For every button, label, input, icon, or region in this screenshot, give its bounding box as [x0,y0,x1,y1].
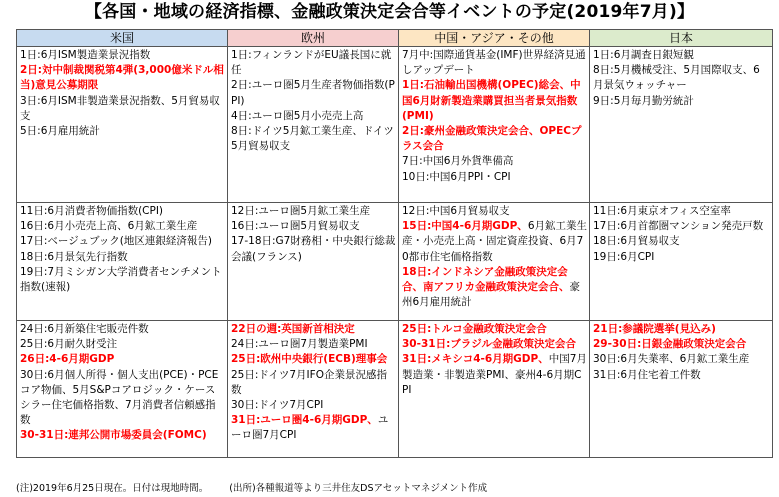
cell-europe-early-july [228,47,399,203]
event-item [231,337,396,352]
event-text-highlighted: 22日の週:英国新首相決定 [231,323,355,335]
event-text: 1日:フィンランドがEU議長国に就任 [231,49,392,77]
event-item [402,124,587,154]
event-text: 8日:ドイツ5月鉱工業生産、ドイツ5月貿易収支 [231,125,394,153]
event-item [231,78,396,108]
event-item [20,63,225,93]
event-text: 豪州6月雇用統計 [402,281,580,309]
table-row [17,321,773,458]
event-item [593,63,770,93]
cell-japan-early-july [590,47,773,203]
event-item [402,219,587,265]
cell-us-late-july [17,321,228,458]
event-text-highlighted: 25日:欧州中央銀行(ECB)理事会 [231,353,388,366]
event-text: 7日:中国6月外貨準備高 [402,155,514,168]
event-item [402,48,587,78]
event-text: 16日:ユーロ圏5月貿易収支 [231,220,360,233]
event-text: 30日:6月失業率、6月鉱工業生産 [593,353,750,366]
event-item [20,124,225,139]
event-text: ユーロ圏7月CPI [231,414,389,442]
event-item [20,337,225,352]
event-item [402,337,587,352]
event-text: 4日:ユーロ圏5月小売売上高 [231,109,364,122]
cell-us-early-july [17,47,228,203]
cell-japan-late-july [590,321,773,458]
column-header-china-asia-other: 中国・アジア・その他 [399,30,590,47]
event-item [20,322,225,337]
event-text-highlighted: 15日:中国4-6月期GDP、 [402,220,528,233]
event-text: 7月中:国際通貨基金(IMF)世界経済見通しアップデート [402,49,586,77]
table-row [17,47,773,203]
event-text-highlighted: 31日:ユーロ圏4-6月期GDP、 [231,414,378,427]
event-text: 31日:6月住宅着工件数 [593,368,701,381]
event-item [20,94,225,124]
event-text: 12日:ユーロ圏5月鉱工業生産 [231,205,371,217]
event-text-highlighted: 29-30日:日銀金融政策決定会合 [593,338,747,351]
event-item [231,124,396,154]
event-item [593,322,770,337]
event-text: 中国7月製造業・非製造業PMI、豪州4-6月期CPI [402,353,587,396]
cell-europe-mid-july [228,203,399,321]
event-text: 18日:6月貿易収支 [593,235,680,248]
page-title: 【各国・地域の経済指標、金融政策決定会合等イベントの予定(2019年7月)】 [84,2,695,22]
table-row [17,203,773,321]
event-text: 17日:6月首都圏マンション発売戸数 [593,220,764,233]
event-item [593,234,770,249]
event-text: 11日:6月東京オフィス空室率 [593,205,731,217]
event-item [402,265,587,311]
event-text-highlighted: 18日:インドネシア金融政策決定会合、南アフリカ金融政策決定会合、 [402,265,570,294]
event-item [593,48,770,63]
event-text: 5日:6月雇用統計 [20,125,100,138]
event-text: 25日:6月耐久財受注 [20,338,118,351]
event-item [231,234,396,264]
event-item [20,428,225,443]
event-text: 17-18日:G7財務相・中央銀行総裁会議(フランス) [231,235,396,263]
event-text: 24日:6月新築住宅販売件数 [20,323,149,335]
event-text: 30日:6月個人所得・個人支出(PCE)・PCEコア物価、5月S&Pコアロジック・ケースシラー住宅価格指数、7月消費者信頼感指数 [20,368,219,427]
event-text: 3日:6月ISM非製造業景況指数、5月貿易収支 [20,94,220,122]
event-calendar-table [16,29,773,458]
event-item [593,368,770,383]
event-item [20,48,225,63]
event-item [231,368,396,398]
event-item [593,352,770,367]
event-item [231,322,396,337]
event-text: 1日:6月ISM製造業景況指数 [20,49,151,61]
column-header-us: 米国 [17,30,228,47]
event-text-highlighted: 1日:石油輸出国機構(OPEC)総会、中国6月財新製造業購買担当者景気指数(PMI) [402,79,581,122]
event-item [231,413,396,443]
event-item [593,94,770,109]
cell-us-mid-july [17,203,228,321]
event-text: 19日:6月CPI [593,250,655,263]
event-text: 2日:ユーロ圏5月生産者物価指数(PPI) [231,79,395,107]
cell-europe-late-july [228,321,399,458]
event-text: 10日:中国6月PPI・CPI [402,170,511,183]
event-item [20,265,225,295]
event-text: 17日:ベージュブック(地区連銀経済報告) [20,235,212,248]
event-text: 18日:6月景気先行指数 [20,250,128,263]
event-item [20,234,225,249]
event-text: 11日:6月消費者物価指数(CPI) [20,205,164,217]
event-item [20,368,225,429]
event-text: 6月鉱工業生産・小売売上高・固定資産投資、6月70都市住宅価格指数 [402,220,587,263]
event-text: 12日:中国6月貿易収支 [402,205,510,217]
event-item [20,352,225,367]
cell-asia-late-july [399,321,590,458]
event-text-highlighted: 30-31日:ブラジル金融政策決定会合 [402,338,577,351]
event-item [231,352,396,367]
footnote-note: (注)2019年6月25日現在。日付は現地時間。 [16,483,209,494]
event-text: 9日:5月毎月勤労統計 [593,94,694,107]
event-item [402,352,587,398]
event-text-highlighted: 26日:4-6月期GDP [20,353,115,366]
event-item [402,170,587,185]
cell-asia-early-july [399,47,590,203]
event-item [402,154,587,169]
event-text: 19日:7月ミシガン大学消費者センチメント指数(速報) [20,265,222,294]
event-text-highlighted: 2日:豪州金融政策決定会合、OPECプラス会合 [402,125,582,153]
event-item [231,204,396,219]
event-item [402,78,587,124]
event-item [20,219,225,234]
footnote-source: (出所)各種報道等より三井住友DSアセットマネジメント作成 [229,483,488,494]
event-text-highlighted: 2日:対中制裁関税第4弾(3,000億米ドル相当)意見公募期限 [20,64,224,92]
column-header-japan: 日本 [590,30,773,47]
event-item [402,322,587,337]
event-item [593,250,770,265]
event-item [593,219,770,234]
event-item [231,109,396,124]
event-item [20,204,225,219]
event-item [402,204,587,219]
event-text: 1日:6月調査日銀短観 [593,49,694,61]
event-item [231,48,396,78]
event-item [231,398,396,413]
event-text: 25日:ドイツ7月IFO企業景況感指数 [231,368,387,396]
event-text-highlighted: 25日:トルコ金融政策決定会合 [402,323,547,335]
column-header-europe: 欧州 [228,30,399,47]
event-text: 30日:ドイツ7月CPI [231,399,324,412]
footnote [16,482,487,495]
header-row [17,30,773,47]
event-item [20,250,225,265]
event-text-highlighted: 31日:メキシコ4-6月期GDP、 [402,353,549,366]
event-item [593,204,770,219]
event-text: 16日:6月小売売上高、6月鉱工業生産 [20,220,198,233]
cell-japan-mid-july [590,203,773,321]
event-item [593,337,770,352]
event-item [231,219,396,234]
cell-asia-mid-july [399,203,590,321]
event-text-highlighted: 30-31日:連邦公開市場委員会(FOMC) [20,429,207,442]
event-text-highlighted: 21日:参議院選挙(見込み) [593,323,716,335]
event-text: 24日:ユーロ圏7月製造業PMI [231,338,368,351]
event-text: 8日:5月機械受注、5月国際収支、6月景気ウォッチャー [593,64,760,92]
